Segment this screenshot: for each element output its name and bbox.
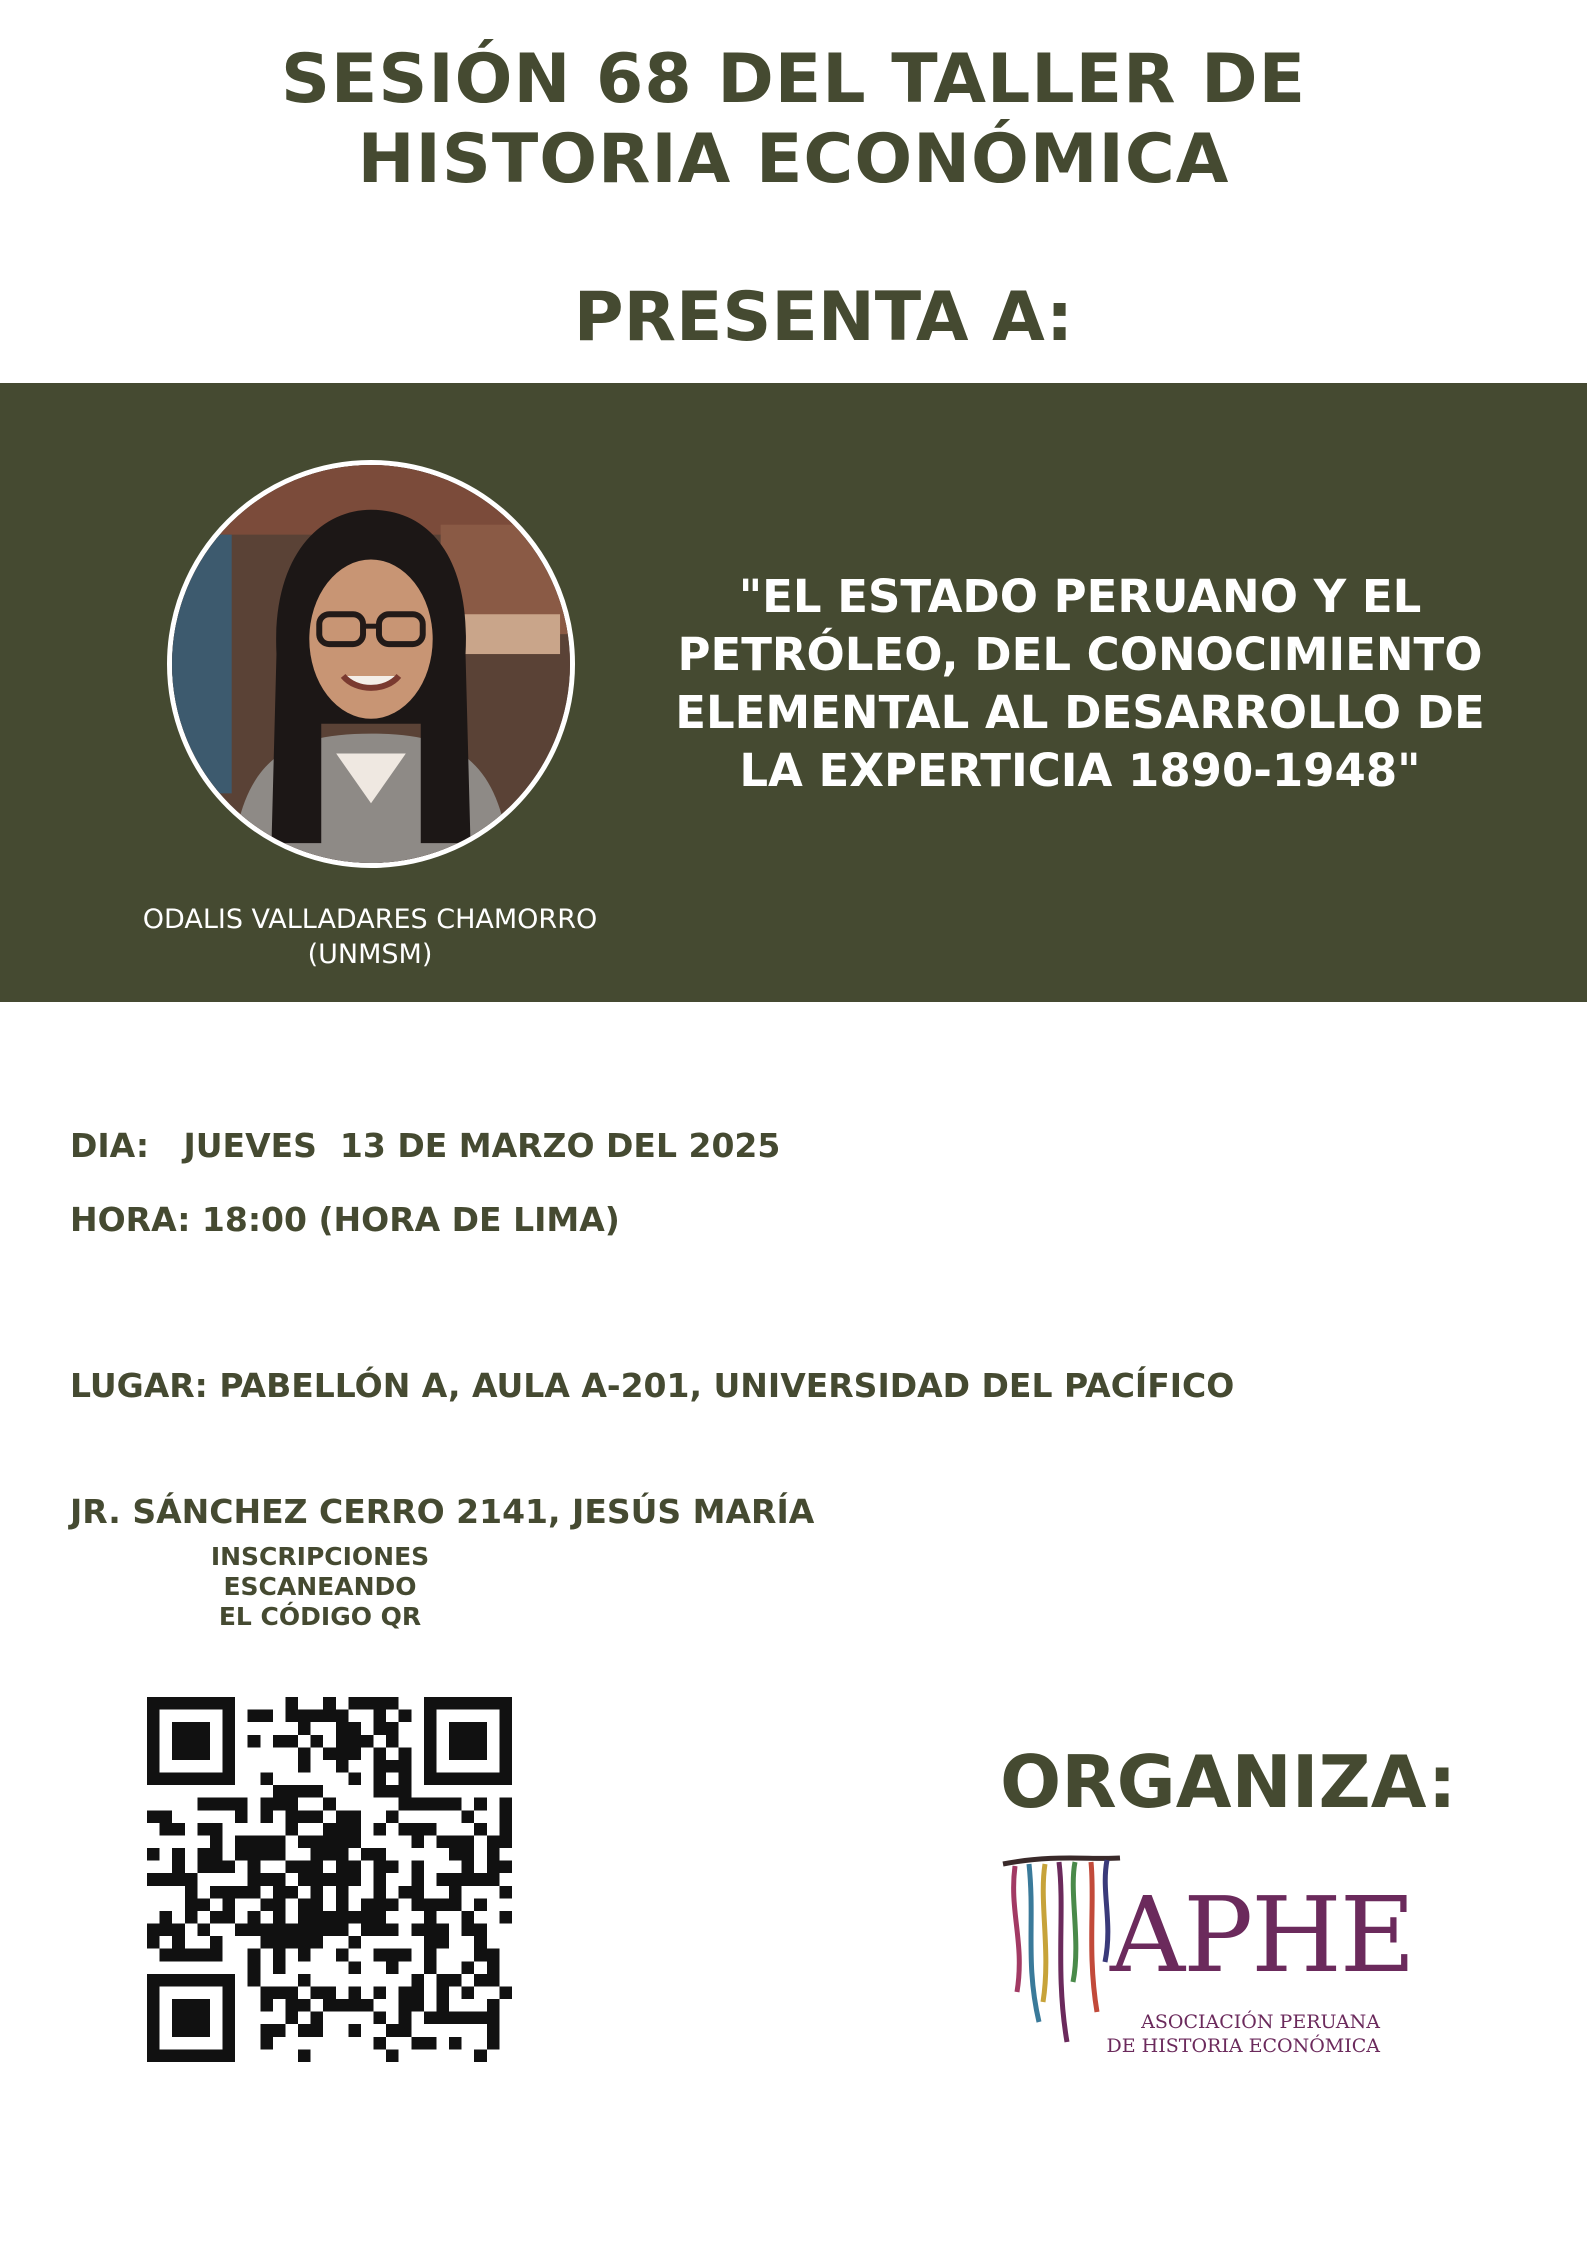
talk-title	[640, 568, 1520, 800]
aphe-logo-name: APHE	[1110, 1874, 1414, 1996]
event-title-line2: HISTORIA ECONÓMICA	[357, 120, 1230, 199]
speaker-photo	[167, 460, 575, 868]
talk-title-line2: PETRÓLEO, DEL CONOCIMIENTO	[677, 628, 1483, 681]
presenta-heading: PRESENTA A:	[573, 278, 1074, 357]
qr-caption-line1: INSCRIPCIONES ESCANEANDO	[210, 1542, 430, 1601]
event-title	[0, 40, 1587, 200]
talk-title-line3: ELEMENTAL AL DESARROLLO DE	[675, 686, 1485, 739]
organizer-heading: ORGANIZA:	[1000, 1740, 1457, 1824]
speaker-affiliation: (UNMSM)	[307, 939, 433, 970]
aphe-logo-subtitle-line1: ASOCIACIÓN PERUANA	[1141, 2011, 1380, 2033]
event-time: HORA: 18:00 (HORA DE LIMA)	[70, 1200, 620, 1239]
aphe-logo-subtitle	[1060, 2010, 1380, 2058]
event-date: DIA: JUEVES 13 DE MARZO DEL 2025	[70, 1126, 781, 1165]
event-location-line2: JR. SÁNCHEZ CERRO 2141, JESÚS MARÍA	[70, 1492, 815, 1531]
speaker-info	[90, 902, 650, 972]
event-title-line1: SESIÓN 68 DEL TALLER DE	[280, 40, 1307, 119]
speaker-name: ODALIS VALLADARES CHAMORRO	[142, 904, 598, 935]
speaker-portrait-icon	[172, 465, 570, 863]
talk-title-line1: "EL ESTADO PERUANO Y EL	[738, 570, 1422, 623]
qr-caption	[120, 1542, 520, 1632]
event-location-line1: LUGAR: PABELLÓN A, AULA A-201, UNIVERSIDAD DEL PACÍFICO	[70, 1366, 1235, 1405]
registration-qr-code-icon[interactable]	[147, 1697, 512, 2062]
aphe-logo-subtitle-line2: DE HISTORIA ECONÓMICA	[1106, 2035, 1380, 2057]
qr-caption-line2: EL CÓDIGO QR	[218, 1602, 422, 1631]
talk-title-line4: LA EXPERTICIA 1890-1948"	[739, 744, 1421, 797]
